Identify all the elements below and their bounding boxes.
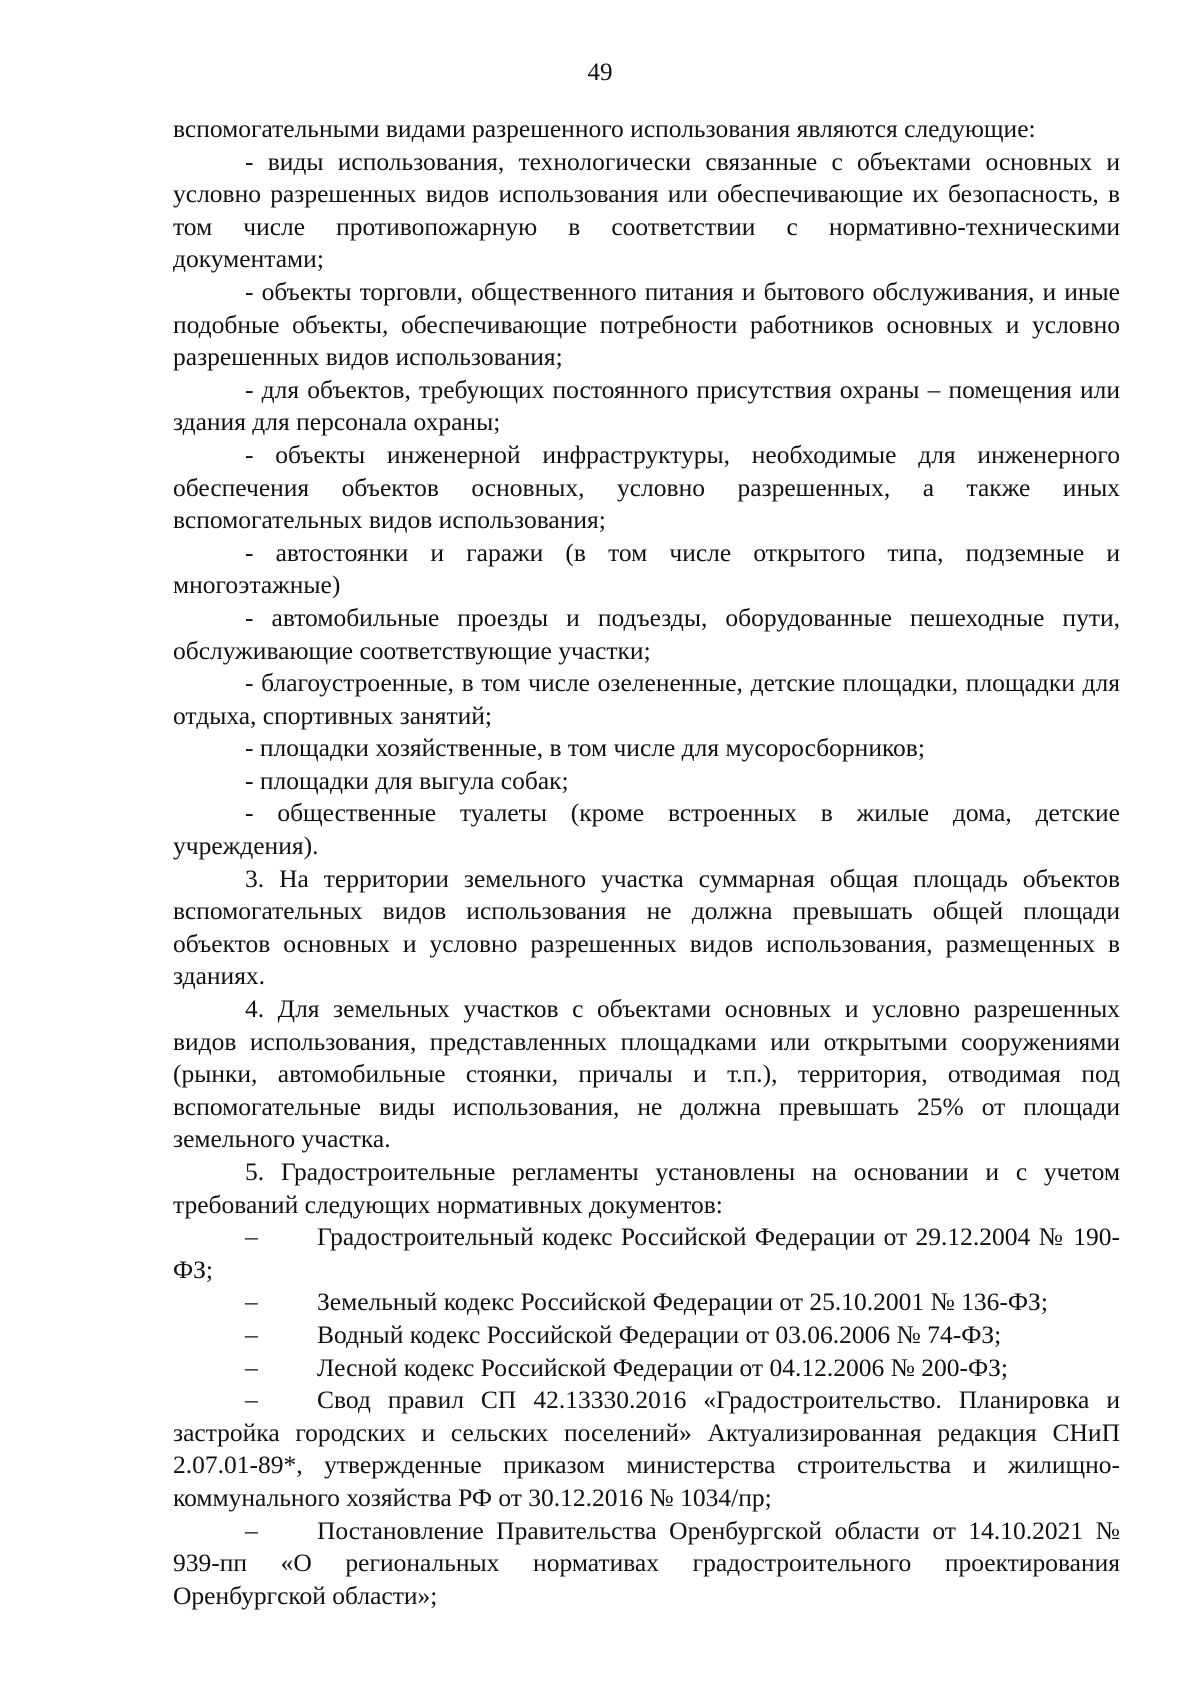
paragraph-5: 5. Градостроительные регламенты установлены на основании и с учетом требований следующих нормативных документов: (173, 1157, 1120, 1219)
list-item: - объекты инженерной инфраструктуры, необходимые для инженерного обеспечения объектов основных, условно разрешенных, а также иных вспомогательных видов использования; (173, 439, 1120, 535)
reference-item (173, 1286, 1120, 1319)
reference-dash: – (245, 1319, 258, 1349)
list-item: - виды использования, технологически связанные с объектами основных и условно разрешенных видов использования или обеспечивающие их безопасность, в том числе противопожарную в соответствии с нормативно-техническими документами; (173, 146, 1120, 274)
reference-item (173, 1352, 1120, 1385)
paragraph-intro: вспомогательными видами разрешенного использования являются следующие: (173, 114, 1036, 143)
reference-item (173, 1221, 1120, 1286)
reference-dash: – (245, 1352, 258, 1382)
reference-text: Лесной кодекс Российской Федерации от 04.12.2006 № 200-ФЗ; (317, 1352, 1009, 1382)
list-item: - благоустроенные, в том числе озелененные, детские площадки, площадки для отдыха, спортивных занятий; (173, 668, 1120, 730)
page-number: 49 (587, 59, 613, 86)
reference-dash: – (245, 1385, 258, 1415)
list-item: - автомобильные проезды и подъезды, оборудованные пешеходные пути, обслуживающие соответствующие участки; (173, 602, 1120, 665)
paragraph-4: 4. Для земельных участков с объектами основных и условно разрешенных видов использования, представленных площадками или открытыми сооружениями (рынки, автомобильные стоянки, причалы и т.п.), территория, отводимая под вспомогательные виды использования, не должна превышать 25% от площади земельного участка. (173, 994, 1120, 1154)
list-item: - для объектов, требующих постоянного присутствия охраны – помещения или здания для персонала охраны; (173, 374, 1120, 437)
reference-text: Градостроительный кодекс Российской Федерации от 29.12.2004 № 190-ФЗ; (173, 1222, 1120, 1284)
paragraph-3: 3. На территории земельного участка суммарная общая площадь объектов вспомогательных видов использования не должна превышать общей площади объектов основных и условно разрешенных видов использования, размещенных в зданиях. (173, 863, 1120, 991)
list-item: - площадки хозяйственные, в том числе для мусоросборников; (245, 733, 925, 763)
reference-text: Свод правил СП 42.13330.2016 «Градостроительство. Планировка и застройка городских и сельских поселений» Актуализированная редакция СНиП 2.07.01-89*, утвержденные приказом министерства строительства и жилищно-коммунального хозяйства РФ от 30.12.2016 № 1034/пр; (173, 1385, 1120, 1512)
reference-item (173, 1515, 1120, 1613)
reference-text: Земельный кодекс Российской Федерации от 25.10.2001 № 136-ФЗ; (317, 1287, 1048, 1317)
reference-item (173, 1319, 1120, 1352)
list-item: - общественные туалеты (кроме встроенных в жилые дома, детские учреждения). (173, 798, 1120, 861)
list-item: - площадки для выгула собак; (245, 765, 569, 795)
reference-item (173, 1384, 1120, 1514)
list-item: - автостоянки и гаражи (в том числе открытого типа, подземные и многоэтажные) (173, 537, 1120, 600)
reference-text: Постановление Правительства Оренбургской области от 14.10.2021 № 939-пп «О региональных нормативах градостроительного проектирования Оренбургской области»; (173, 1515, 1120, 1610)
document-body (173, 113, 1120, 1612)
reference-text: Водный кодекс Российской Федерации от 03.06.2006 № 74-ФЗ; (317, 1319, 1002, 1349)
reference-dash: – (245, 1515, 258, 1545)
reference-dash: – (245, 1287, 258, 1317)
list-item: - объекты торговли, общественного питания и бытового обслуживания, и иные подобные объекты, обеспечивающие потребности работников основных и условно разрешенных видов использования; (173, 276, 1120, 372)
reference-dash: – (245, 1222, 258, 1252)
